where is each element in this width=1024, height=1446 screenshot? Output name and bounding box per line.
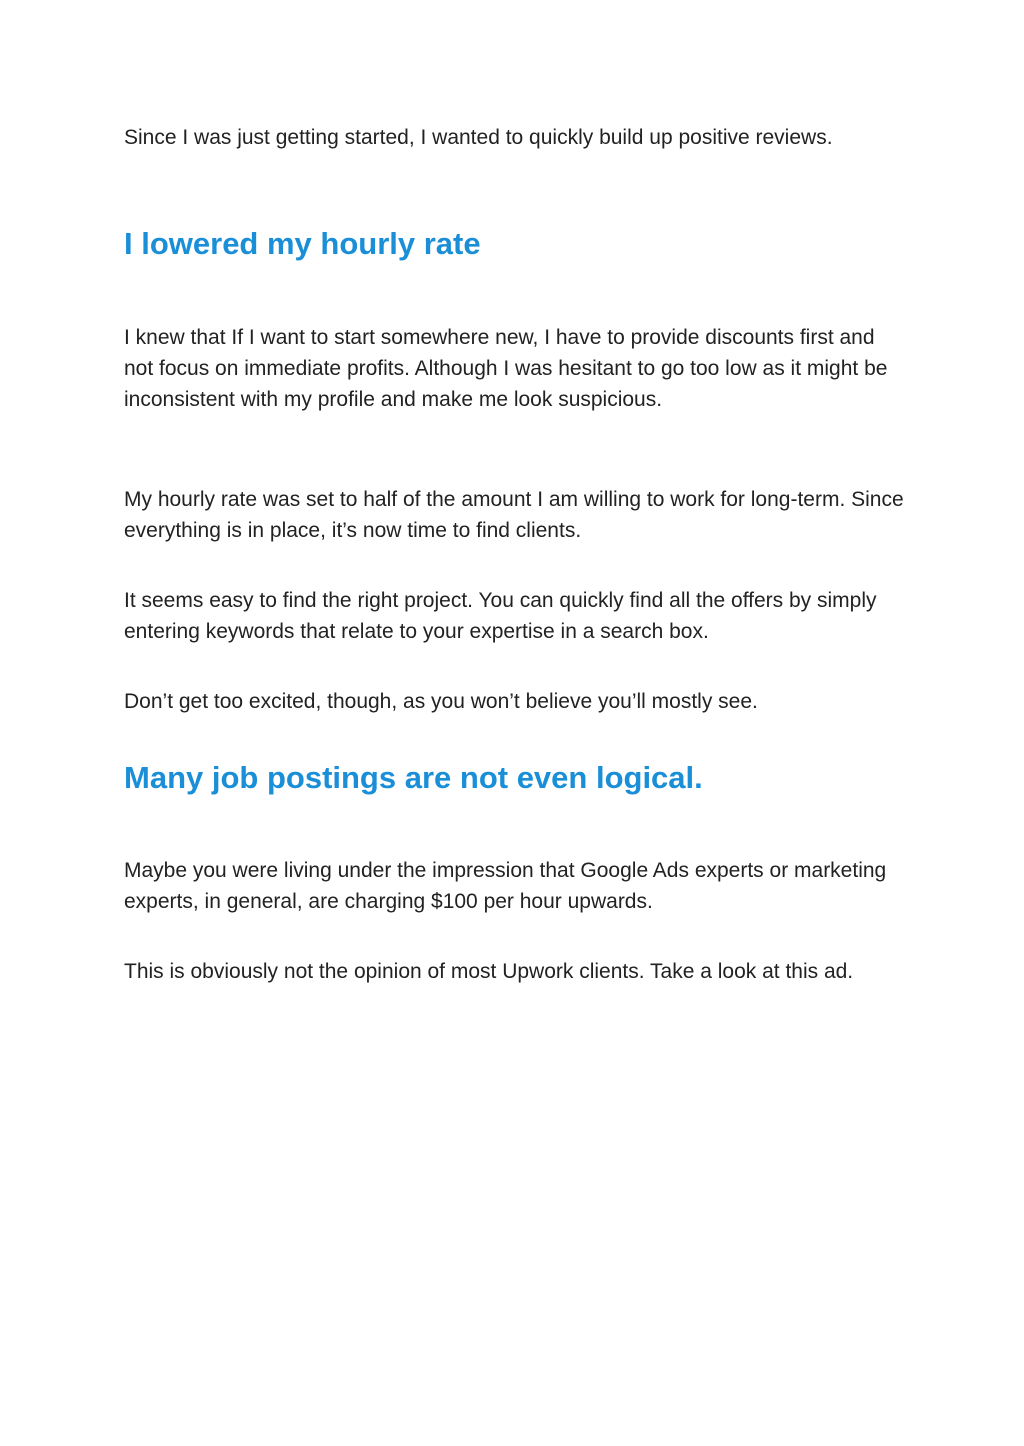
paragraph-intro: Since I was just getting started, I wanted to quickly build up positive reviews. — [124, 126, 833, 149]
heading-job-postings: Many job postings are not even logical. — [124, 760, 703, 795]
paragraph-upwork-clients: This is obviously not the opinion of most Upwork clients. Take a look at this ad. — [124, 960, 854, 983]
paragraph-find-project: It seems easy to find the right project. You can quickly find all the offers by simply entering keywords that relate to your expertise in a search box. — [124, 589, 877, 643]
paragraph-hourly-rate: My hourly rate was set to half of the amount I am willing to work for long-term. Since everything is in place, it’s now time to find clients. — [124, 488, 904, 542]
paragraph-discounts: I knew that If I want to start somewhere new, I have to provide discounts first and not focus on immediate profits. Although I was hesitant to go too low as it might be inconsistent with my profile and make me look suspicious. — [124, 326, 888, 411]
heading-lowered-rate: I lowered my hourly rate — [124, 226, 481, 261]
paragraph-impression: Maybe you were living under the impression that Google Ads experts or marketing experts, in general, are charging $100 per hour upwards. — [124, 859, 887, 913]
paragraph-dont-get-excited: Don’t get too excited, though, as you won’t believe you’ll mostly see. — [124, 690, 758, 713]
